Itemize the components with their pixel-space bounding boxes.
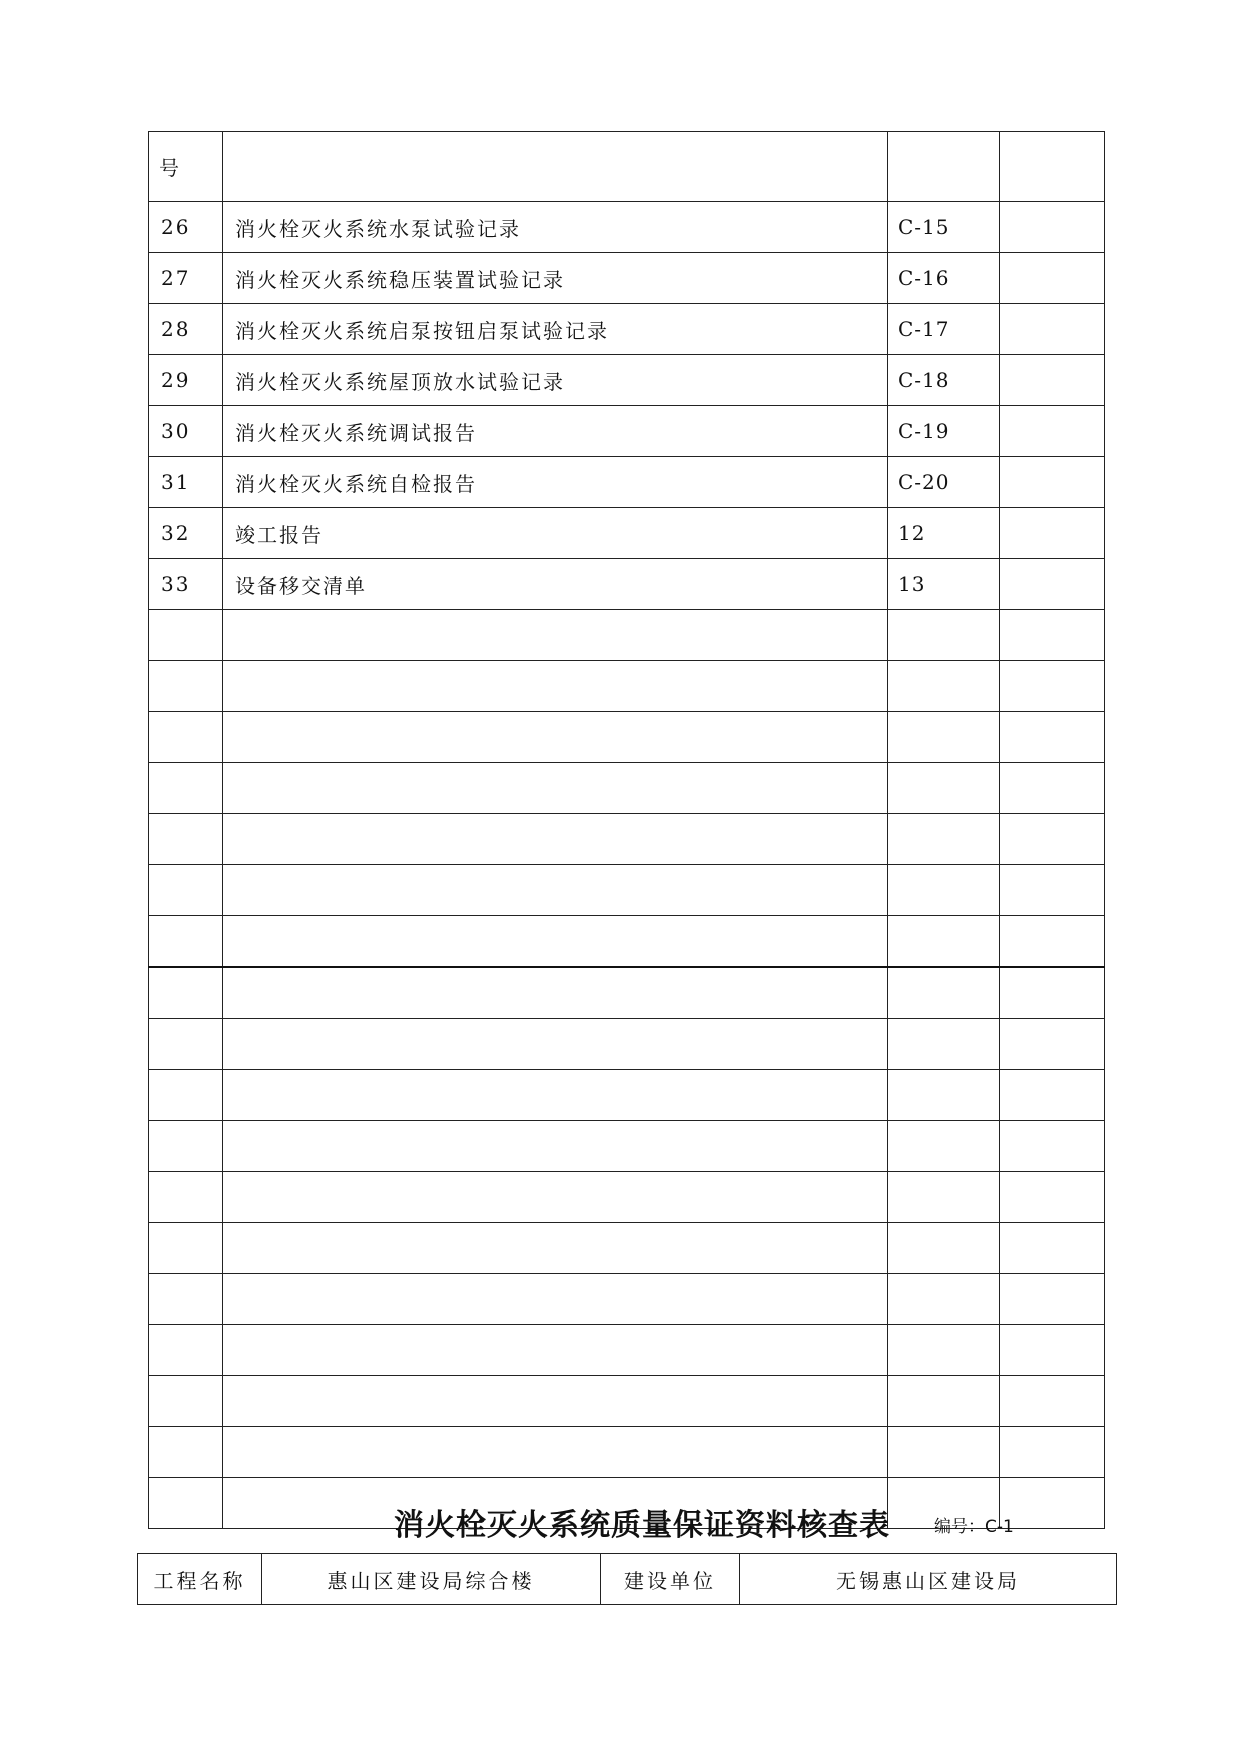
project-name-value: 惠山区建设局综合楼 — [262, 1554, 601, 1605]
row-name — [223, 763, 888, 814]
row-name: 竣工报告 — [223, 508, 888, 559]
row-name: 设备移交清单 — [223, 559, 888, 610]
row-name: 消火栓灭火系统稳压装置试验记录 — [223, 253, 888, 304]
row-name — [223, 1325, 888, 1376]
row-remark — [1000, 406, 1105, 457]
project-info-table — [137, 1553, 1117, 1605]
row-remark — [1000, 967, 1105, 1019]
row-remark — [1000, 1376, 1105, 1427]
table-row — [149, 1325, 1105, 1376]
row-remark — [1000, 1121, 1105, 1172]
row-remark — [1000, 355, 1105, 406]
row-code: C-17 — [888, 304, 1000, 355]
row-name — [223, 1376, 888, 1427]
row-number — [149, 1427, 223, 1478]
table-row — [149, 1019, 1105, 1070]
row-number: 30 — [149, 406, 223, 457]
header-code — [888, 132, 1000, 202]
table-row — [149, 865, 1105, 916]
table-row — [149, 814, 1105, 865]
row-remark — [1000, 304, 1105, 355]
header-remark — [1000, 132, 1105, 202]
row-number — [149, 967, 223, 1019]
row-name: 消火栓灭火系统调试报告 — [223, 406, 888, 457]
row-number — [149, 865, 223, 916]
row-code: 13 — [888, 559, 1000, 610]
row-name — [223, 1019, 888, 1070]
table-row — [149, 712, 1105, 763]
project-name-label: 工程名称 — [138, 1554, 262, 1605]
row-number — [149, 1121, 223, 1172]
row-number — [149, 1019, 223, 1070]
row-remark — [1000, 202, 1105, 253]
row-number — [149, 1376, 223, 1427]
table-row — [149, 253, 1105, 304]
row-code — [888, 661, 1000, 712]
row-name — [223, 1172, 888, 1223]
row-remark — [1000, 1274, 1105, 1325]
row-remark — [1000, 712, 1105, 763]
table-row — [149, 1121, 1105, 1172]
row-name — [223, 1121, 888, 1172]
row-name — [223, 967, 888, 1019]
row-number: 29 — [149, 355, 223, 406]
row-code — [888, 763, 1000, 814]
title-line — [148, 1500, 1104, 1544]
row-code — [888, 1223, 1000, 1274]
row-name: 消火栓灭火系统自检报告 — [223, 457, 888, 508]
table-row — [149, 355, 1105, 406]
row-number — [149, 763, 223, 814]
row-number — [149, 661, 223, 712]
row-remark — [1000, 1070, 1105, 1121]
row-code: 12 — [888, 508, 1000, 559]
row-remark — [1000, 763, 1105, 814]
row-name — [223, 661, 888, 712]
row-number — [149, 712, 223, 763]
document-number: 编号：C-1 — [934, 1517, 1014, 1537]
row-remark — [1000, 610, 1105, 661]
row-number: 31 — [149, 457, 223, 508]
row-number — [149, 814, 223, 865]
row-remark — [1000, 508, 1105, 559]
row-number: 33 — [149, 559, 223, 610]
row-remark — [1000, 1172, 1105, 1223]
table-row — [149, 457, 1105, 508]
row-remark — [1000, 253, 1105, 304]
row-code — [888, 712, 1000, 763]
row-name — [223, 814, 888, 865]
table-row — [149, 610, 1105, 661]
row-remark — [1000, 1223, 1105, 1274]
row-name — [223, 610, 888, 661]
table-header-row — [149, 132, 1105, 202]
row-name — [223, 1274, 888, 1325]
row-name: 消火栓灭火系统启泵按钮启泵试验记录 — [223, 304, 888, 355]
header-name — [223, 132, 888, 202]
row-name: 消火栓灭火系统水泵试验记录 — [223, 202, 888, 253]
row-code: C-19 — [888, 406, 1000, 457]
row-code: C-16 — [888, 253, 1000, 304]
row-name — [223, 865, 888, 916]
index-table — [148, 131, 1105, 1529]
table-row — [149, 559, 1105, 610]
row-number — [149, 1274, 223, 1325]
row-number: 28 — [149, 304, 223, 355]
document-title: 消火栓灭火系统质量保证资料核查表 — [394, 1508, 890, 1543]
row-number — [149, 1070, 223, 1121]
row-code — [888, 1325, 1000, 1376]
row-remark — [1000, 1019, 1105, 1070]
table-row — [149, 202, 1105, 253]
row-number: 27 — [149, 253, 223, 304]
owner-label: 建设单位 — [601, 1554, 740, 1605]
row-code — [888, 1427, 1000, 1478]
row-code — [888, 1376, 1000, 1427]
table-row — [149, 916, 1105, 968]
row-code — [888, 814, 1000, 865]
row-number: 32 — [149, 508, 223, 559]
table-row — [149, 1376, 1105, 1427]
table-row — [149, 1427, 1105, 1478]
row-code — [888, 1019, 1000, 1070]
table-row — [149, 1274, 1105, 1325]
row-code — [888, 1274, 1000, 1325]
table-row — [149, 661, 1105, 712]
row-code — [888, 1070, 1000, 1121]
row-name: 消火栓灭火系统屋顶放水试验记录 — [223, 355, 888, 406]
row-code: C-18 — [888, 355, 1000, 406]
table-row — [149, 304, 1105, 355]
row-remark — [1000, 814, 1105, 865]
row-number — [149, 1172, 223, 1223]
row-code — [888, 610, 1000, 661]
row-remark — [1000, 1427, 1105, 1478]
row-remark — [1000, 1325, 1105, 1376]
owner-value: 无锡惠山区建设局 — [740, 1554, 1117, 1605]
row-number — [149, 1223, 223, 1274]
row-remark — [1000, 916, 1105, 968]
table-row — [149, 406, 1105, 457]
row-code — [888, 1121, 1000, 1172]
row-code — [888, 865, 1000, 916]
row-remark — [1000, 457, 1105, 508]
row-remark — [1000, 559, 1105, 610]
row-number — [149, 610, 223, 661]
row-code — [888, 916, 1000, 968]
table-row — [149, 967, 1105, 1019]
row-number — [149, 916, 223, 968]
row-name — [223, 1427, 888, 1478]
row-code — [888, 967, 1000, 1019]
row-code — [888, 1172, 1000, 1223]
table-row — [149, 1172, 1105, 1223]
row-number — [149, 1325, 223, 1376]
row-code: C-15 — [888, 202, 1000, 253]
row-name — [223, 1070, 888, 1121]
table-row — [149, 763, 1105, 814]
table-row — [149, 1070, 1105, 1121]
row-remark — [1000, 865, 1105, 916]
row-number: 26 — [149, 202, 223, 253]
row-name — [223, 712, 888, 763]
row-name — [223, 916, 888, 968]
header-number: 号 — [149, 132, 223, 202]
row-code: C-20 — [888, 457, 1000, 508]
row-name — [223, 1223, 888, 1274]
project-info-row — [138, 1554, 1117, 1605]
row-remark — [1000, 661, 1105, 712]
table-row — [149, 1223, 1105, 1274]
table-row — [149, 508, 1105, 559]
